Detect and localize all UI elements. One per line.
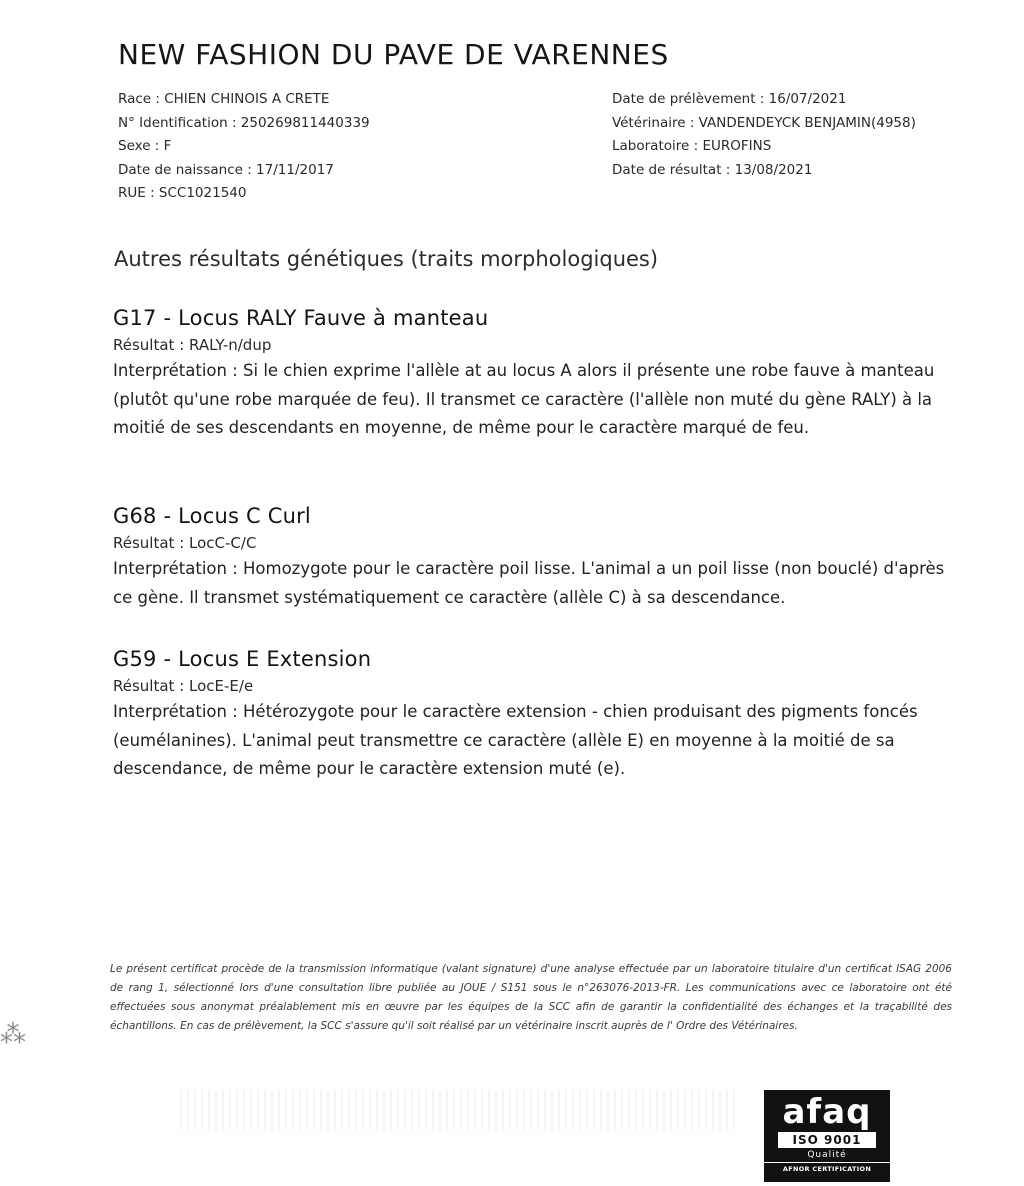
legal-disclaimer: Le présent certificat procède de la transmission informatique (valant signature) d'une analyse effectuée par un laboratoire titulaire d'un certificat ISAG 2006 de rang 1, sélectionné lors d'une consultation libre publiée au JOUE / S151 sous le n°263076-2013-FR. Les communications avec ce laboratoire ont été effectuées sous anonymat préalablement mis en œuvre par les équipes de la SCC afin de garantir la confidentialité des échanges et la traçabilité des échantillons. En cas de prélèvement, la SCC s'assure qu'il soit réalisé par un vétérinaire inscrit auprès de l' Ordre des Vétérinaires. (110, 963, 952, 1032)
test-heading: G17 - Locus RALY Fauve à manteau (113, 306, 489, 330)
logo-brand: afaq (782, 1092, 872, 1132)
rue-line: RUE : SCC1021540 (118, 185, 247, 201)
sampling-date-line: Date de prélèvement : 16/07/2021 (612, 91, 847, 107)
sex-line: Sexe : F (118, 138, 172, 154)
identification-line: N° Identification : 250269811440339 (118, 114, 370, 131)
logo-certification: AFNOR CERTIFICATION (764, 1162, 890, 1175)
page-title: NEW FASHION DU PAVE DE VARENNES (118, 38, 669, 71)
logo-quality: Qualité (807, 1150, 847, 1160)
dog-info (118, 88, 370, 206)
test-result: Résultat : LocC-C/C (113, 534, 257, 552)
test-result: Résultat : LocE-E/e (113, 677, 254, 695)
sample-info (612, 88, 916, 182)
test-heading: G59 - Locus E Extension (113, 647, 372, 671)
test-interpretation: Interprétation : Si le chien exprime l'allèle at au locus A alors il présente une robe fauve à manteau (plutôt qu'une robe marquée de feu). Il transmet ce caractère (l'allèle non muté du gène RALY) à la moitié de ses descendants en moyenne, de même pour le caractère marqué de feu. (113, 361, 935, 437)
test-block-g17 (113, 306, 953, 443)
result-date-line: Date de résultat : 13/08/2021 (612, 161, 813, 178)
test-result: Résultat : RALY-n/dup (113, 336, 272, 354)
logo-iso: ISO 9001 (778, 1132, 876, 1148)
afaq-iso-logo (764, 1090, 890, 1182)
faded-scan-line (180, 1090, 740, 1130)
test-heading: G68 - Locus C Curl (113, 504, 311, 528)
laboratory-line: Laboratoire : EUROFINS (612, 138, 772, 154)
test-block-g59 (113, 647, 953, 784)
test-block-g68 (113, 504, 953, 612)
birth-date-line: Date de naissance : 17/11/2017 (118, 161, 334, 178)
breed-line: Race : CHIEN CHINOIS A CRETE (118, 91, 330, 107)
section-heading: Autres résultats génétiques (traits morphologiques) (114, 247, 659, 271)
scan-artifact: ⁂ (0, 1020, 26, 1050)
test-interpretation: Interprétation : Hétérozygote pour le caractère extension - chien produisant des pigments foncés (eumélanines). L'animal peut transmettre ce caractère (allèle E) en moyenne à la moitié de sa descendance, de même pour le caractère extension muté (e). (113, 702, 918, 778)
test-interpretation: Interprétation : Homozygote pour le caractère poil lisse. L'animal a un poil lisse (non bouclé) d'après ce gène. Il transmet systématiquement ce caractère (allèle C) à sa descendance. (113, 559, 945, 607)
veterinarian-line: Vétérinaire : VANDENDEYCK BENJAMIN(4958) (612, 114, 916, 131)
